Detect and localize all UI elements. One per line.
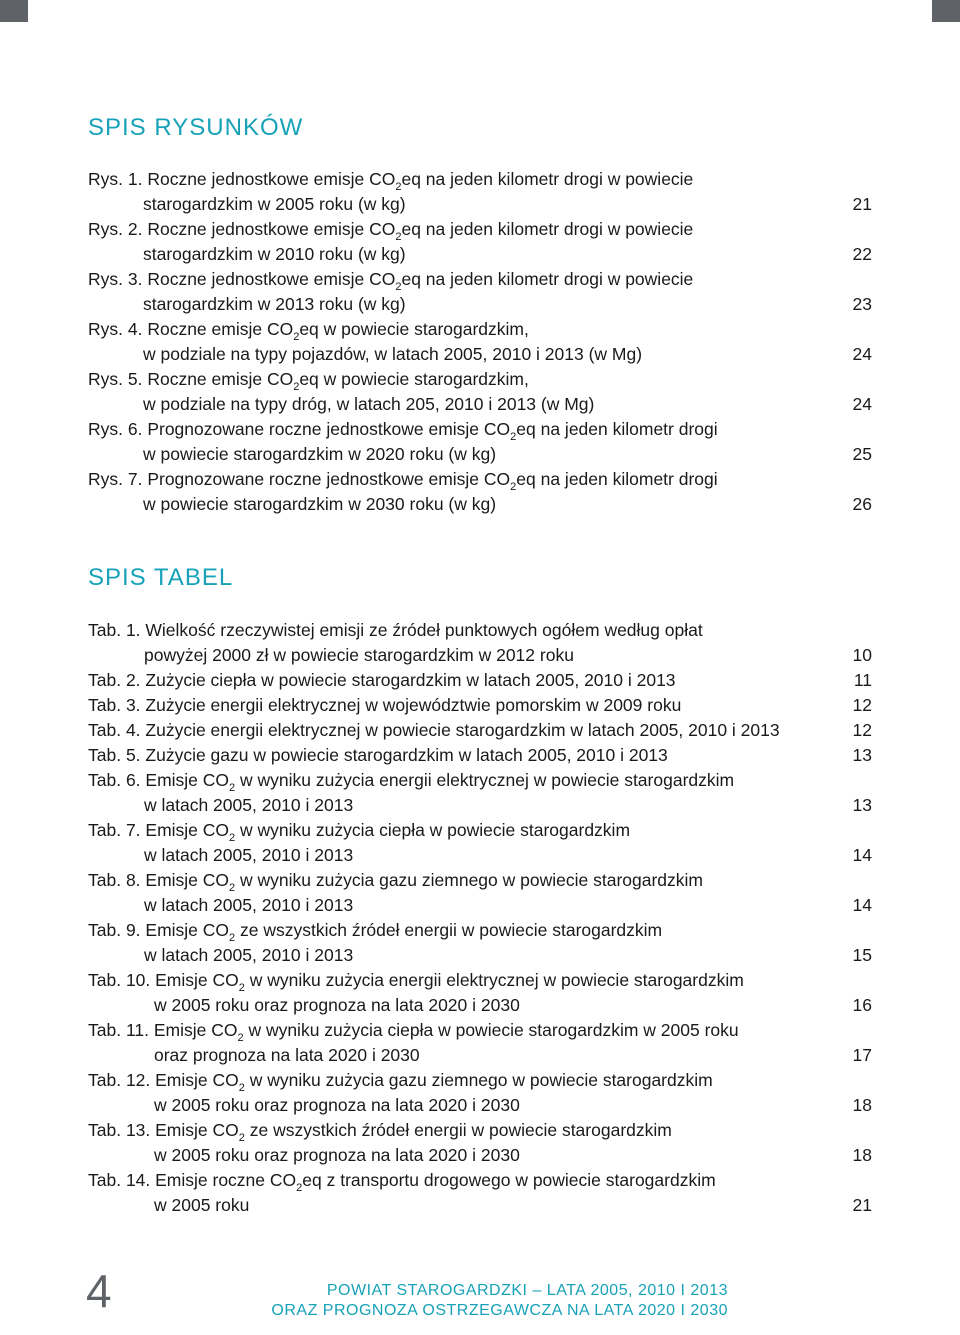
figure-entry-text: Rys. 7. Prognozowane roczne jednostkowe emisje CO: [88, 469, 511, 489]
table-entry-page: 13: [852, 795, 872, 815]
subscript: 2: [229, 782, 236, 794]
figure-entry-text-cont: eq na jeden kilometr drogi: [516, 419, 718, 439]
table-entry-second-line: w latach 2005, 2010 i 2013: [144, 895, 354, 915]
figure-entry-text-cont: eq na jeden kilometr drogi w powiecie: [401, 219, 694, 239]
table-entry: [88, 818, 872, 868]
figure-entry-second-line: w powiecie starogardzkim w 2030 roku (w kg): [143, 494, 497, 514]
subscript: 2: [395, 231, 402, 243]
table-entry-second-line: w 2005 roku oraz prognoza na lata 2020 i 2030: [154, 1095, 520, 1115]
table-entry-text: Tab. 1. Wielkość rzeczywistej emisji ze źródeł punktowych ogółem według opłat: [88, 620, 703, 640]
table-entry-text: Tab. 7. Emisje CO: [88, 820, 230, 840]
figure-entry: [88, 267, 872, 317]
figures-heading: SPIS RYSUNKÓW: [88, 114, 304, 141]
figure-entry-title: [88, 167, 872, 192]
table-entry-text: Tab. 6. Emisje CO: [88, 770, 230, 790]
table-entry-page: 14: [852, 895, 872, 915]
table-entry-title: [88, 693, 872, 718]
table-entry-text: Tab. 8. Emisje CO: [88, 870, 230, 890]
figure-entry-page: 24: [852, 394, 872, 414]
table-entry-text: Tab. 11. Emisje CO: [88, 1020, 238, 1040]
figure-entry: [88, 467, 872, 517]
figure-entry-second-line: starogardzkim w 2005 roku (w kg): [143, 194, 406, 214]
subscript: 2: [238, 1082, 245, 1094]
figure-entry-title: [88, 467, 872, 492]
figure-entry-title: [88, 317, 872, 342]
figure-entry-second-line: w podziale na typy dróg, w latach 205, 2010 i 2013 (w Mg): [143, 394, 595, 414]
table-entry-text: Tab. 3. Zużycie energii elektrycznej w województwie pomorskim w 2009 roku: [88, 695, 682, 715]
table-entry-page: 15: [852, 945, 872, 965]
figure-entry-page: 21: [852, 194, 872, 214]
table-entry: [88, 668, 872, 693]
table-entry-text-cont: w wyniku zużycia ciepła w powiecie starogardzkim w 2005 roku: [243, 1020, 739, 1040]
table-entry-page: 16: [852, 995, 872, 1015]
table-entry-second-line: oraz prognoza na lata 2020 i 2030: [154, 1045, 420, 1065]
table-entry-title: [88, 1068, 872, 1093]
table-entry-text-cont: w wyniku zużycia gazu ziemnego w powiecie starogardzkim: [244, 1070, 713, 1090]
figure-entry-text: Rys. 1. Roczne jednostkowe emisje CO: [88, 169, 396, 189]
table-entry: [88, 693, 872, 718]
table-entry: [88, 743, 872, 768]
table-entry-page: 17: [852, 1045, 872, 1065]
table-entry-title: [88, 1168, 872, 1193]
subscript: 2: [229, 882, 236, 894]
table-entry-text: Tab. 13. Emisje CO: [88, 1120, 239, 1140]
figure-entry-text: Rys. 2. Roczne jednostkowe emisje CO: [88, 219, 396, 239]
figure-entry: [88, 217, 872, 267]
corner-mark-left: [0, 0, 28, 22]
figure-entry-title: [88, 417, 872, 442]
figure-entry-text: Rys. 3. Roczne jednostkowe emisje CO: [88, 269, 396, 289]
table-entry-text-cont: w wyniku zużycia ciepła w powiecie starogardzkim: [235, 820, 631, 840]
subscript: 2: [238, 982, 245, 994]
figure-entry-second-line: w podziale na typy pojazdów, w latach 2005, 2010 i 2013 (w Mg): [143, 344, 643, 364]
subscript: 2: [510, 481, 517, 493]
subscript: 2: [293, 331, 300, 343]
table-entry-page: 18: [852, 1095, 872, 1115]
table-entry-title: [88, 968, 872, 993]
table-entry-title: [88, 1018, 872, 1043]
footer-title: [271, 1281, 728, 1321]
figure-entry-title: [88, 367, 872, 392]
subscript: 2: [238, 1132, 245, 1144]
page-number: 4: [86, 1265, 112, 1317]
table-entry-text-cont: w wyniku zużycia energii elektrycznej w powiecie starogardzkim: [235, 770, 735, 790]
figure-entry: [88, 417, 872, 467]
table-entry-text-cont: w wyniku zużycia gazu ziemnego w powiecie starogardzkim: [235, 870, 703, 890]
tables-list: [88, 618, 872, 1218]
subscript: 2: [296, 1182, 303, 1194]
subscript: 2: [395, 181, 402, 193]
table-entry-page: 18: [852, 1145, 872, 1165]
table-entry-page: 12: [852, 720, 872, 740]
table-entry-text: Tab. 9. Emisje CO: [88, 920, 230, 940]
figure-entry-title: [88, 217, 872, 242]
table-entry-second-line: w 2005 roku: [154, 1195, 250, 1215]
table-entry-title: [88, 618, 872, 643]
footer-line-2: ORAZ PROGNOZA OSTRZEGAWCZA NA LATA 2020 I 2030: [271, 1302, 728, 1319]
table-entry-second-line: w 2005 roku oraz prognoza na lata 2020 i 2030: [154, 995, 520, 1015]
figure-entry-page: 24: [852, 344, 872, 364]
table-entry-page: 14: [852, 845, 872, 865]
table-entry: [88, 618, 872, 668]
figure-entry: [88, 167, 872, 217]
table-entry-text: Tab. 4. Zużycie energii elektrycznej w powiecie starogardzkim w latach 2005, 2010 i 2013: [88, 720, 780, 740]
table-entry-text-cont: ze wszystkich źródeł energii w powiecie starogardzkim: [244, 1120, 672, 1140]
table-entry-title: [88, 868, 872, 893]
table-entry: [88, 768, 872, 818]
figure-entry-page: 25: [852, 444, 872, 464]
table-entry-title: [88, 768, 872, 793]
figure-entry: [88, 367, 872, 417]
table-entry-page: 10: [852, 645, 872, 665]
figures-list: [88, 167, 872, 517]
table-entry-second-line: w latach 2005, 2010 i 2013: [144, 845, 354, 865]
table-entry: [88, 1018, 872, 1068]
subscript: 2: [293, 381, 300, 393]
table-entry-text-cont: ze wszystkich źródeł energii w powiecie starogardzkim: [235, 920, 663, 940]
table-entry-second-line: w latach 2005, 2010 i 2013: [144, 795, 354, 815]
table-entry-page: 12: [852, 695, 872, 715]
table-entry: [88, 718, 872, 743]
figure-entry-text-cont: eq na jeden kilometr drogi w powiecie: [401, 269, 694, 289]
table-entry-text: Tab. 12. Emisje CO: [88, 1070, 239, 1090]
table-entry: [88, 1168, 872, 1218]
table-entry: [88, 1068, 872, 1118]
figure-entry-text-cont: eq na jeden kilometr drogi w powiecie: [401, 169, 694, 189]
figure-entry-second-line: w powiecie starogardzkim w 2020 roku (w kg): [143, 444, 497, 464]
subscript: 2: [510, 431, 517, 443]
table-entry-page: 11: [853, 670, 872, 690]
table-entry-text: Tab. 5. Zużycie gazu w powiecie starogardzkim w latach 2005, 2010 i 2013: [88, 745, 668, 765]
figure-entry-page: 23: [852, 294, 872, 314]
figure-entry-second-line: starogardzkim w 2013 roku (w kg): [143, 294, 406, 314]
table-entry-title: [88, 918, 872, 943]
figure-entry-title: [88, 267, 872, 292]
table-entry-title: [88, 668, 872, 693]
tables-heading: SPIS TABEL: [88, 564, 234, 591]
corner-mark-right: [932, 0, 960, 22]
table-entry-text-cont: eq z transportu drogowego w powiecie starogardzkim: [302, 1170, 716, 1190]
subscript: 2: [237, 1032, 244, 1044]
table-entry-text: Tab. 14. Emisje roczne CO: [88, 1170, 297, 1190]
footer-line-1: POWIAT STAROGARDZKI – LATA 2005, 2010 I 2013: [326, 1282, 728, 1299]
table-entry: [88, 868, 872, 918]
figure-entry-text: Rys. 4. Roczne emisje CO: [88, 319, 294, 339]
subscript: 2: [395, 281, 402, 293]
table-entry-second-line: w 2005 roku oraz prognoza na lata 2020 i 2030: [154, 1145, 520, 1165]
figure-entry-text: Rys. 6. Prognozowane roczne jednostkowe emisje CO: [88, 419, 511, 439]
table-entry-title: [88, 1118, 872, 1143]
figure-entry-page: 26: [852, 494, 872, 514]
figure-entry-text: Rys. 5. Roczne emisje CO: [88, 369, 294, 389]
table-entry-second-line: w latach 2005, 2010 i 2013: [144, 945, 354, 965]
table-entry-page: 13: [852, 745, 872, 765]
table-entry-title: [88, 718, 872, 743]
table-entry: [88, 918, 872, 968]
table-entry-second-line: powyżej 2000 zł w powiecie starogardzkim w 2012 roku: [144, 645, 574, 665]
table-entry: [88, 968, 872, 1018]
table-entry-text-cont: w wyniku zużycia energii elektrycznej w powiecie starogardzkim: [244, 970, 744, 990]
figure-entry-second-line: starogardzkim w 2010 roku (w kg): [143, 244, 406, 264]
figure-entry-text-cont: eq w powiecie starogardzkim,: [299, 369, 529, 389]
table-entry-title: [88, 743, 872, 768]
figure-entry: [88, 317, 872, 367]
table-entry-text: Tab. 2. Zużycie ciepła w powiecie starogardzkim w latach 2005, 2010 i 2013: [88, 670, 676, 690]
figure-entry-page: 22: [852, 244, 872, 264]
table-entry-text: Tab. 10. Emisje CO: [88, 970, 239, 990]
subscript: 2: [229, 932, 236, 944]
table-entry-page: 21: [852, 1195, 872, 1215]
table-entry-title: [88, 818, 872, 843]
figure-entry-text-cont: eq na jeden kilometr drogi: [516, 469, 718, 489]
subscript: 2: [229, 832, 236, 844]
figure-entry-text-cont: eq w powiecie starogardzkim,: [299, 319, 529, 339]
table-entry: [88, 1118, 872, 1168]
